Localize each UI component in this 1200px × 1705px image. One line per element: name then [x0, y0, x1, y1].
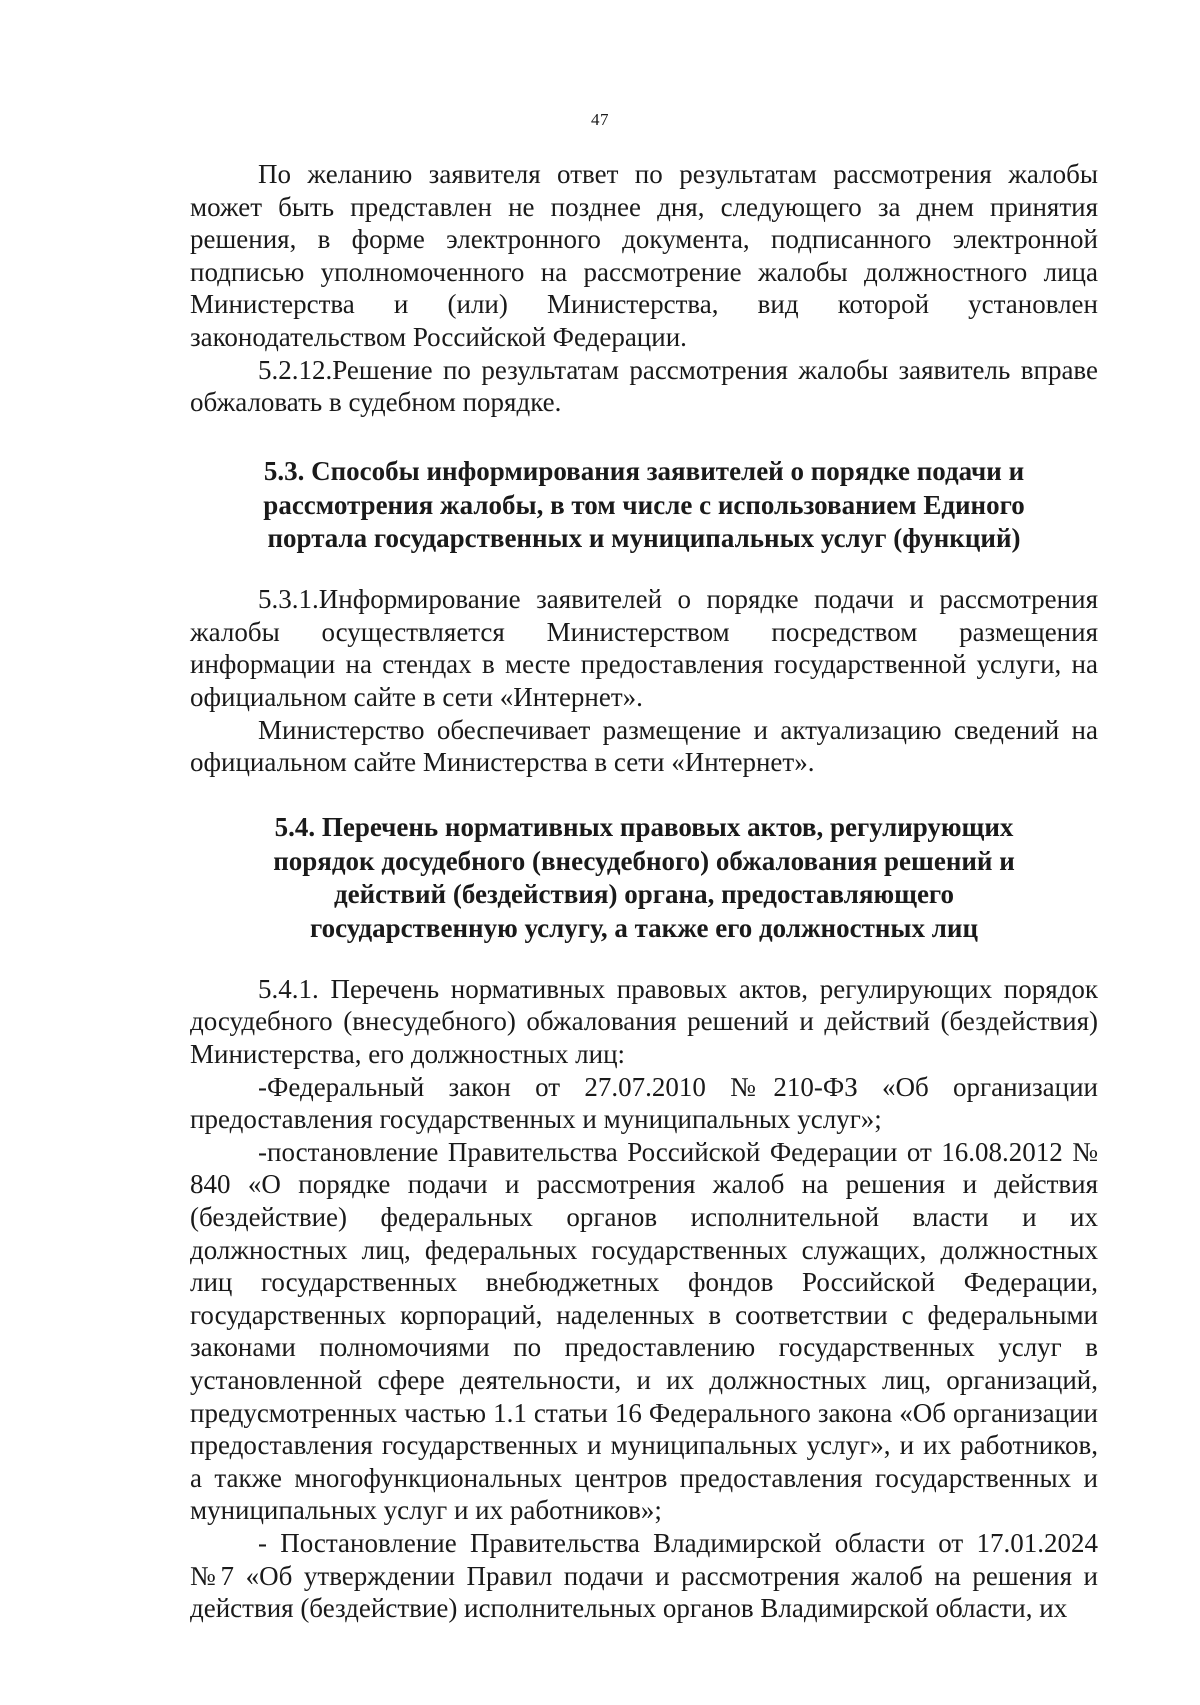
- paragraph-response-format: По желанию заявителя ответ по результатам рассмотрения жалобы может быть представлен не позднее дня, следующего за днем принятия решения, в форме электронного документа, подписанного электронной подписью уполномоченного на рассмотрение жалобы должностного лица Министерства и (или) Министерства, вид которой установлен законодательством Российской Федерации.: [190, 159, 1098, 352]
- page-number: 47: [591, 110, 609, 129]
- paragraph-5-3-1: 5.3.1.Информирование заявителей о порядке подачи и рассмотрения жалобы осуществляется Министерством посредством размещения информации на стендах в месте предоставления государственной услуги, на официальном сайте в сети «Интернет».: [190, 584, 1098, 712]
- list-item-vladimir-resolution-7: - Постановление Правительства Владимирской области от 17.01.2024 №7 «Об утверждении Правил подачи и рассмотрения жалоб на решения и действия (бездействие) исполнительных органов Владимирской области, их: [190, 1527, 1098, 1624]
- paragraph-5-4-1: 5.4.1. Перечень нормативных правовых актов, регулирующих порядок досудебного (внесудебного) обжалования решений и действий (бездействия) Министерства, его должностных лиц:: [190, 973, 1098, 1070]
- section-5-3-heading: 5.3. Способы информирования заявителей о порядке подачи и рассмотрения жалобы, в том числе с использованием Единого портала государственных и муниципальных услуг (функций): [263, 455, 1025, 554]
- section-5-4-heading: 5.4. Перечень нормативных правовых актов, регулирующих порядок досудебного (внесудебного) обжалования решений и действий (бездействия) органа, предоставляющего государственную услугу, а также его должностных лиц: [273, 811, 1015, 944]
- paragraph-ministry-info: Министерство обеспечивает размещение и актуализацию сведений на официальном сайте Министерства в сети «Интернет».: [190, 714, 1098, 778]
- page-content: [190, 158, 1098, 1625]
- list-item-government-resolution-840: -постановление Правительства Российской Федерации от 16.08.2012 № 840 «О порядке подачи и рассмотрения жалоб на решения и действия (бездействие) федеральных органов исполнительной власти и их должностных лиц, федеральных государственных служащих, должностных лиц государственных внебюджетных фондов Российской Федерации, государственных корпораций, наделенных в соответствии с федеральными законами полномочиями по предоставлению государственных услуг в установленной сфере деятельности, и их должностных лиц, организаций, предусмотренных частью 1.1 статьи 16 Федерального закона «Об организации предоставления государственных и муниципальных услуг», и их работников, а также многофункциональных центров предоставления государственных и муниципальных услуг и их работников»;: [190, 1136, 1098, 1526]
- paragraph-5-2-12: 5.2.12.Решение по результатам рассмотрения жалобы заявитель вправе обжаловать в судебном порядке.: [190, 354, 1098, 418]
- list-item-federal-law: -Федеральный закон от 27.07.2010 №210-ФЗ «Об организации предоставления государственных и муниципальных услуг»;: [190, 1071, 1098, 1135]
